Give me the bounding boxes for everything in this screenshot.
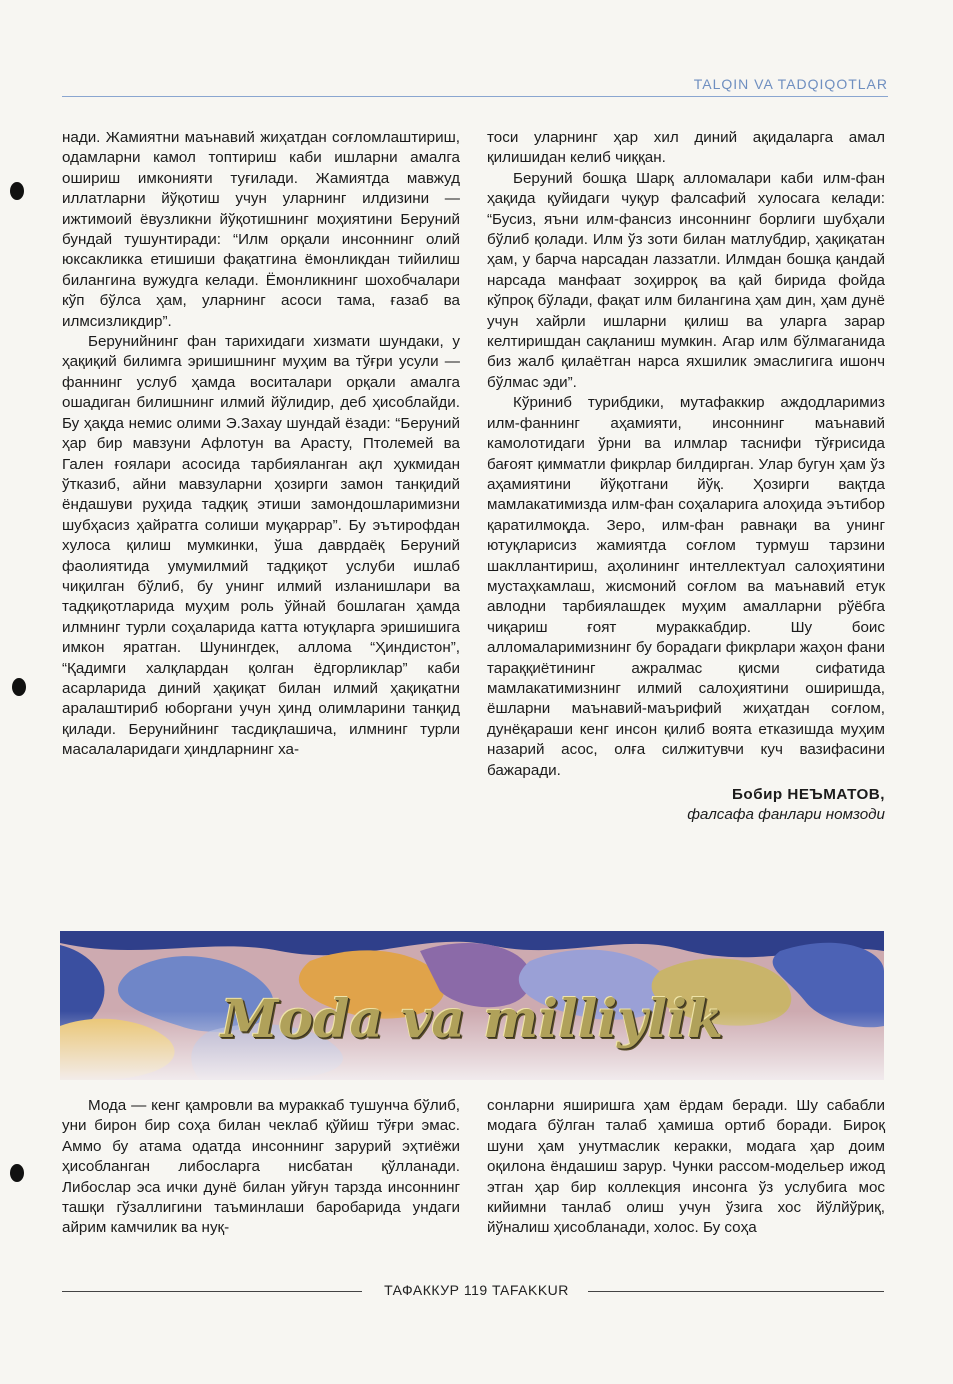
author-name: Бобир НЕЪМАТОВ: [732, 786, 881, 803]
article2-left-column: [62, 1096, 460, 1239]
article2-right-column: [487, 1096, 885, 1239]
page-footer: [0, 1282, 953, 1298]
section-title: Moda va milliylik: [220, 989, 724, 1050]
paragraph: Кўриниб турибдики, мутафаккир аждодларимиз илм-фаннинг аҳамияти, инсоннинг маънавий камолотидаги ўрни ва илмлар таснифи тўғрисида бағоят қимматли фикрлар билдирган. Улар бугун ҳам ўз аҳамиятини йўқотгани йўқ. Ҳозирги вақтда мамлакатимизда илм-фан соҳаларига алоҳида эътибор қаратилмоқда. Зеро, илм-фан равнақи ва унинг ютуқларисиз жамиятда соғлом турмуш тарзини шакллантириш, аҳолининг интеллектуал салоҳиятини мустаҳкамлаш, жисмоний соғлом ва маънавий етук авлодни тарбиялашдек муҳим амалларни рўёбга чиқариш ғоят мураккабдир. Шу боис алломаларимизнинг бу борадаги фикрлари жаҳон фани тараққиётининг ажралмас қисми сифатида мамлакатимизнинг илмий салоҳиятини оширишда, ёшларни маънавий-маърифий жиҳатдан соғлом, дунёқараши кенг инсон қилиб воята етказишда муҳим назарий асос, олға силжитувчи куч вазифасини бажаради.: [487, 394, 885, 779]
article1-left-column: [62, 128, 460, 761]
running-head: TALQIN VA TADQIQOTLAR: [693, 76, 888, 92]
article1-right-column: [487, 128, 885, 826]
paragraph: Беруний бошқа Шарқ алломалари каби илм-фан ҳақида қуйидаги чуқур фалсафий хулосага келади: “Бусиз, яъни илм-фансиз инсоннинг борлиги шубҳали бўлиб қолади. Илм ўз зоти билан матлубдир, ҳақиқатан ҳам, у барча нарсадан лаззатли. Илмдан бошқа қандай нарсада манфаат зоҳирроқ ва қай бирида фойда кўпроқ бўлади, фақат илм билангина ҳам дин, ҳам дунё учун хайрли ишларни қилиш ва уларга зарар келтиришдан сақланиш мумкин. Агар илм бўлмаганида биз жалб қилаётган нарса яхшилик эмаслигига ишонч бўлмас эди”.: [487, 169, 885, 391]
footer-label: ТАФАККУР 119 TAFAKKUR: [376, 1282, 577, 1298]
paragraph: сонларни яширишга ҳам ёрдам беради. Шу сабабли модага бўлган талаб ҳамиша ортиб боради. Бироқ шуни ҳам унутмаслик керакки, модага ҳар доим оқилона ёндашиш зарур. Чунки рассом-модельер ижод этган ҳар бир коллекция инсонга ўз услубига мос кийимни танлаб олиш учун ўзига хос йўлйўриқ, йўналиш ҳисобланади, холос. Бу соҳа: [487, 1097, 885, 1237]
paragraph: Берунийнинг фан тарихидаги хизмати шундаки, у ҳақиқий билимга эришишнинг муҳим ва тўғри усули — фаннинг услуб ҳамда воситалари орқали амалга ошадиган билишнинг илмий йўлидир, деб ҳисоблайди. Бу ҳақда немис олими Э.Захау шундай ёзади: “Беруний ҳар бир мавзуни Афлотун ва Арасту, Птолемей ва Гален ғоялари асосида тарбияланган ақл ҳукмидан ўтказиб, айни мавзуларни ҳозирги замон танқидий ёндашуви руҳида тадқиқ этиши замондошларимизни шубҳасиз ҳайратга солиши муқаррар”. Бу эътирофдан хулоса қилиш мумкинки, ўша даврдаёқ Беруний фаолиятида умумилмий тадқиқот услуби ишлаб чиқилган бўлиб, бу унинг илмий изланишлари ва тадқиқотларида муҳим роль ўйнай бошлаган ҳамда илмнинг турли соҳаларида катта ютуқларга эришишига имкон яратган. Шунингдек, аллома “Ҳиндистон”, “Қадимги халқлардан қолган ёдгорликлар” каби асарларида диний ҳақиқат билан илмий ҳақиқатни аралаштириб юборгани учун ҳинд олимларини танқид қилади. Берунийнинг тасдиқлашича, илмнинг турли масалаларидаги ҳиндларнинг ха-: [62, 333, 460, 759]
header-rule: [62, 96, 888, 97]
binder-hole: [10, 182, 24, 200]
binder-hole: [12, 678, 26, 696]
author-line: [487, 785, 885, 805]
section-banner: [60, 931, 884, 1080]
author-comma: ,: [880, 786, 885, 803]
paragraph: нади. Жамиятни маънавий жиҳатдан соғломлаштириш, одамларни камол топтириш каби ишларни амалга ошириш имконияти туғилади. Жамиятда мавжуд иллатларни йўқотиш учун уларнинг илдизини — ижтимоий ёвузликни йўқотишнинг моҳиятини Беруний бундай тушунтиради: “Илм орқали инсоннинг олий юксакликка етишиши фақатгина ёмонликдан тийилиш билангина вужудга келади. Ёмонликнинг шохобчалари кўп бўлса ҳам, уларнинг асоси тама, ғазаб ва илмсизликдир”.: [62, 129, 460, 330]
author-title: фалсафа фанлари номзоди: [687, 806, 885, 824]
paragraph: тоси уларнинг ҳар хил диний ақидаларга амал қилишидан келиб чиққан.: [487, 129, 885, 167]
binder-hole: [10, 1164, 24, 1182]
paragraph: Мода — кенг қамровли ва мураккаб тушунча бўлиб, уни бирон бир соҳа билан чеклаб қўйиш тўғри эмас. Аммо бу атама одатда инсоннинг зарурий эҳтиёжи ҳисобланган либосларга нисбатан қўлланади. Либослар эса ички дунё билан уйғун тарзда инсоннинг ташқи гўзаллигини таъминлаши баробарида ундаги айрим камчилик ва нуқ-: [62, 1097, 460, 1237]
